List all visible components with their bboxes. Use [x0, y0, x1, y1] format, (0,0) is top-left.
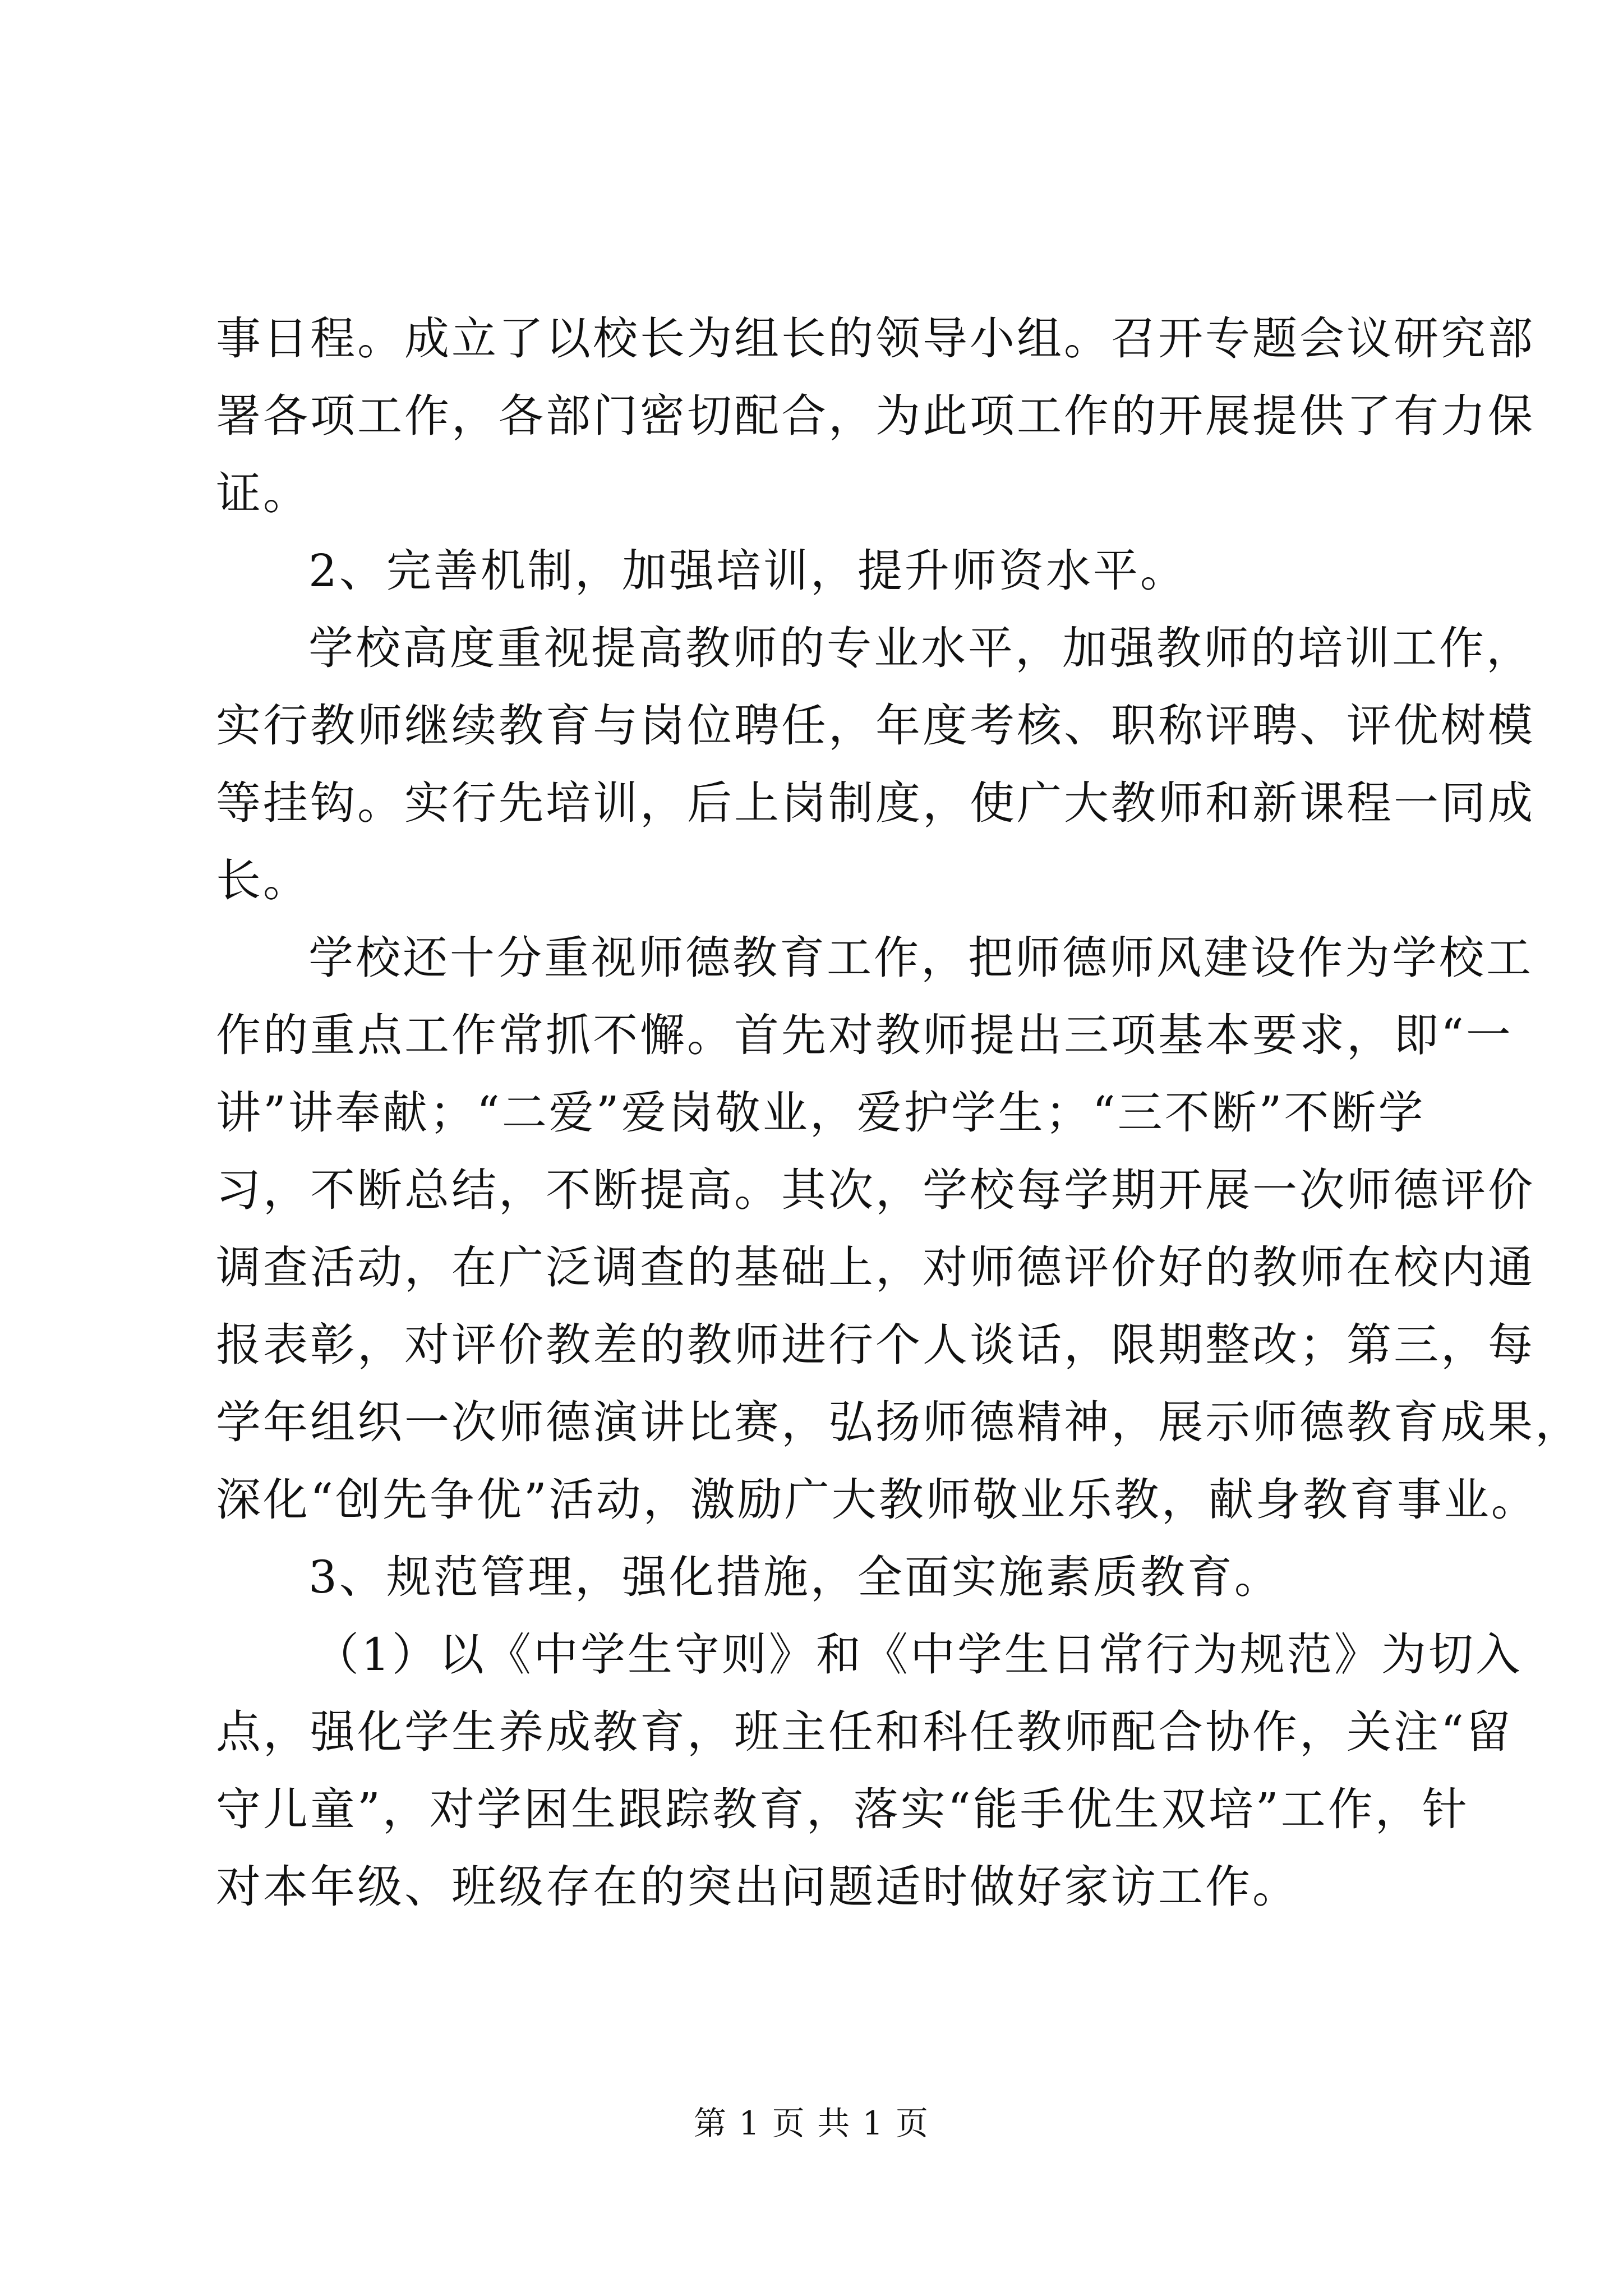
text-line: 事日程。成立了以校长为组长的领导小组。召开专题会议研究部 — [216, 312, 1535, 365]
text-line: 调查活动，在广泛调查的基础上，对师德评价好的教师在校内通 — [216, 1241, 1535, 1294]
text-line: 等挂钩。实行先培训，后上岗制度，使广大教师和新课程一同成 — [216, 777, 1535, 829]
section-heading: 2、完善机制，加强培训，提升师资水平。 — [308, 545, 1187, 597]
text-line: 习，不断总结，不断提高。其次，学校每学期开展一次师德评价 — [216, 1164, 1535, 1216]
text-line: 讲”讲奉献；“二爱”爱岗敬业，爱护学生；“三不断”不断学 — [216, 1087, 1426, 1139]
text-line: 实行教师继续教育与岗位聘任，年度考核、职称评聘、评优树模 — [216, 700, 1535, 752]
text-line: 学年组织一次师德演讲比赛，弘扬师德精神，展示师德教育成果， — [216, 1396, 1582, 1448]
document-body — [216, 300, 1582, 1926]
text-line: 署各项工作，各部门密切配合，为此项工作的开展提供了有力保 — [216, 390, 1535, 442]
text-line: 学校高度重视提高教师的专业水平，加强教师的培训工作， — [308, 622, 1533, 674]
text-line: 对本年级、班级存在的突出问题适时做好家访工作。 — [216, 1861, 1299, 1913]
page-footer: 第 1 页 共 1 页 — [694, 2104, 929, 2142]
text-line: 证。 — [216, 467, 310, 519]
text-line: 守儿童”，对学困生跟踪教育，落实“能手优生双培”工作，针 — [216, 1783, 1469, 1835]
text-line: 作的重点工作常抓不懈。首先对教师提出三项基本要求，即“一 — [216, 1009, 1513, 1061]
text-line: 点，强化学生养成教育，班主任和科任教师配合协作，关注“留 — [216, 1706, 1513, 1758]
section-heading: 3、规范管理，强化措施，全面实施素质教育。 — [308, 1551, 1281, 1603]
text-line: 长。 — [216, 854, 310, 907]
text-line: 学校还十分重视师德教育工作，把师德师风建设作为学校工 — [308, 932, 1533, 984]
text-line: 深化“创先争优”活动，激励广大教师敬业乐教，献身教育事业。 — [216, 1474, 1538, 1526]
text-line: （1）以《中学生守则》和《中学生日常行为规范》为切入 — [314, 1628, 1523, 1681]
text-line: 报表彰，对评价教差的教师进行个人谈话，限期整改；第三，每 — [216, 1319, 1535, 1371]
